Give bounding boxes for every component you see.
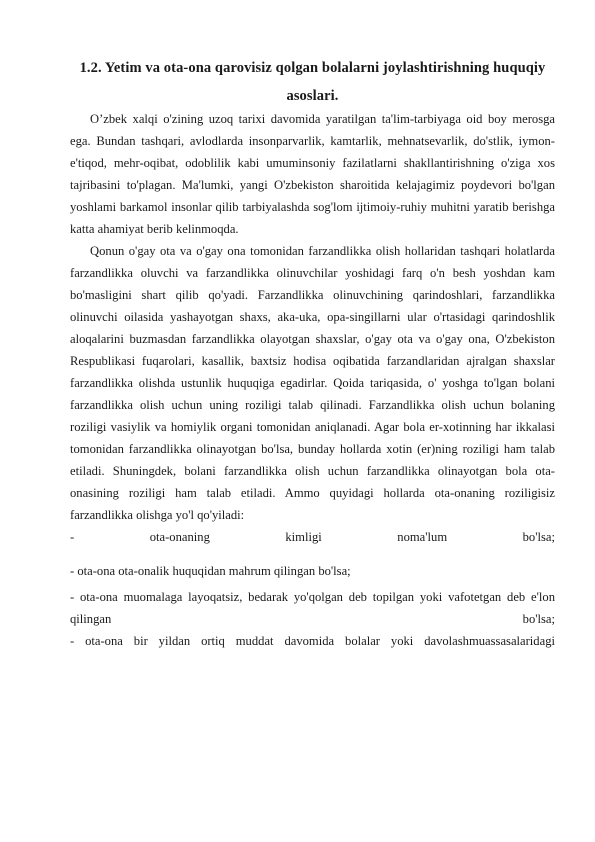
- list-item: - ota-ona muomalaga layoqatsiz, bedarak yo'qolgan deb topilgan yoki vafotetgan deb e'lon qilingan bo'lsa;: [70, 590, 555, 626]
- list-item: - ota-ona bir yildan ortiq muddat davomida bolalar yoki davolashmuassasalaridagi: [70, 634, 555, 648]
- paragraph-intro: O’zbek xalqi o'zining uzoq tarixi davomida yaratilgan ta'lim-tarbiyaga oid boy merosga ega. Bundan tashqari, avlodlarda insonparvarlik, kamtarlik, mehnatsevarlik, do'stlik, iymon-e'tiqod, mehr-oqibat, odoblilik kabi umuminsoniy fazilatlarni shakllantirishning o'ziga xos tajribasini to'plagan. Ma'lumki, yangi O'zbekiston sharoitida kelajagimiz poydevori bo'lgan yoshlami barkamol insonlar qilib tarbiyalashda sog'lom ijtimoiy-ruhiy muhitni yaratib berishga katta ahamiyat berib kelinmoqda.: [70, 112, 555, 236]
- paragraph-adoption-law: Qonun o'gay ota va o'gay ona tomonidan farzandlikka olish hollaridan tashqari holatlarda farzandlikka oluvchi va farzandlikka olinuvchilar yoshidagi farq o'n besh yoshdan kam bo'masligini shart qilib qo'yadi. Farzandlikka olinuvchining qarindoshlari, farzandlikka olinuvchi oilasida yashayotgan shaxs, aka-uka, opa-singillarni ular o'rtasidagi qarindoshlik aloqalarini buzmasdan farzandlikka olayotgan shaxslar, o'gay ota va o'gay ona, O'zbekiston Respublikasi fuqarolari, kasallik, baxtsiz hodisa oqibatida farzandlaridan ajralgan shaxslar farzandlikka olishda ustunlik huquqiga egadirlar. Qoida tariqasida, o' yoshga to'lgan bolani farzandlikka olish uchun uning roziligi talab qilinadi. Farzandlikka olish uchun bolaning roziligi vasiylik va homiylik organi tomonidan aniqlanadi. Agar bola er-xotinning har ikkalasi tomonidan farzandlikka olinayotgan bo'lsa, bunday hollarda xotin (er)ning roziligi ham talab etiladi. Shuningdek, bolani farzandlikka olish uchun farzandlikka olinayotgan bola ota-onasining roziligi ham talab etiladi. Ammo quyidagi hollarda ota-onaning roziligisiz farzandlikka olishga yo'l qo'yiladi:: [70, 244, 555, 522]
- section-title: 1.2. Yetim va ota-ona qarovisiz qolgan bolalarni joylashtirishning huquqiy asoslari.: [79, 60, 546, 104]
- document-body: [70, 108, 555, 652]
- list-item: - ota-onaning kimligi noma'lum bo'lsa;: [70, 530, 555, 544]
- list-item: - ota-ona ota-onalik huquqidan mahrum qilingan bo'lsa;: [70, 564, 351, 578]
